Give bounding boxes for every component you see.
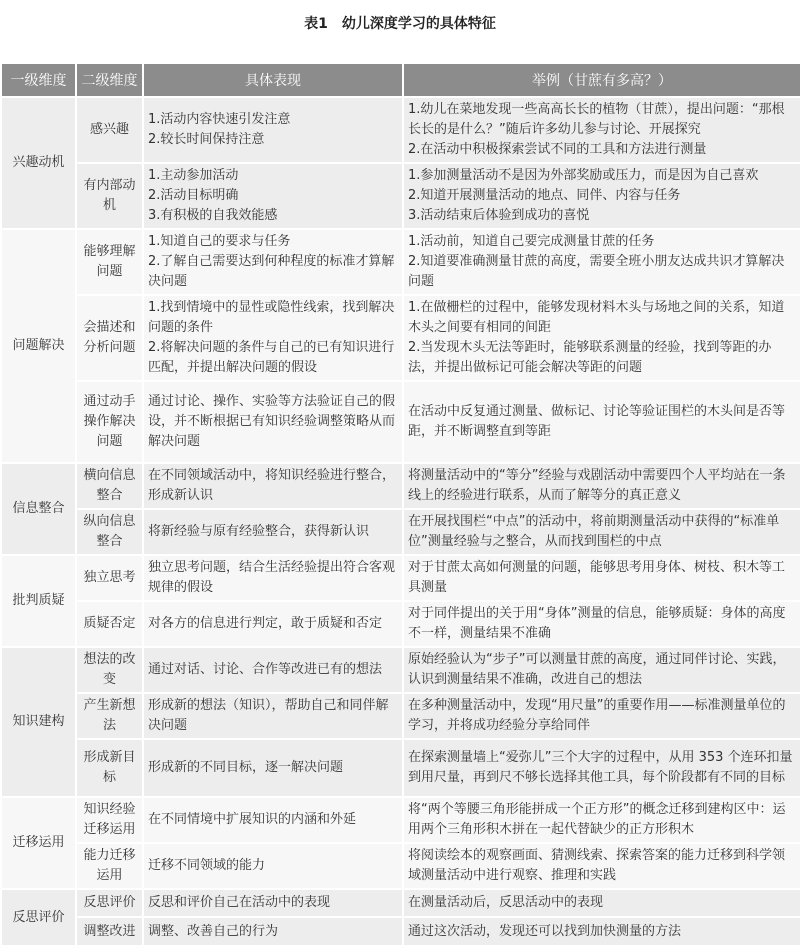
performance-line: 2.较长时间保持注意: [148, 132, 265, 147]
performance-line: 对各方的信息进行判定，敢于质疑和否定: [148, 616, 383, 631]
example-cell: [403, 97, 800, 163]
example-cell: [403, 295, 800, 381]
table-row: [1, 381, 800, 463]
level2-dimension: 质疑否定: [76, 601, 143, 647]
example-cell: [403, 229, 800, 295]
table-row: [1, 163, 800, 229]
example-line: 2.当发现木头无法等距时，能够联系测量的经验，找到等距的办法，并提出做标记可能会解决等距的问题: [408, 340, 772, 375]
header-performance: 具体表现: [143, 63, 403, 97]
table-row: [1, 797, 800, 843]
example-line: 在测量活动后，反思活动中的表现: [408, 895, 604, 910]
example-line: 1.在做栅栏的过程中，能够发现材料木头与场地之间的关系，知道木头之间要有相同的间距: [408, 300, 785, 335]
example-line: 1.活动前，知道自己要完成测量甘蔗的任务: [408, 234, 655, 249]
table-title: 表1 幼儿深度学习的具体特征: [304, 16, 496, 32]
table-row: [1, 555, 800, 601]
level2-dimension: 想法的改变: [76, 647, 143, 693]
level1-dimension: 信息整合: [1, 463, 76, 555]
features-table: [0, 62, 800, 947]
level1-dimension: 反思评价: [1, 889, 76, 946]
level2-dimension: 纵向信息整合: [76, 509, 143, 555]
performance-cell: [143, 843, 403, 889]
level2-dimension: 独立思考: [76, 555, 143, 601]
example-cell: [403, 163, 800, 229]
level2-dimension: 反思评价: [76, 889, 143, 917]
example-cell: [403, 509, 800, 555]
level1-dimension: 批判质疑: [1, 555, 76, 647]
level1-dimension: 问题解决: [1, 229, 76, 463]
table-row: [1, 509, 800, 555]
table-row: [1, 647, 800, 693]
performance-line: 独立思考问题，结合生活经验提出符合客观规律的假设: [148, 560, 396, 595]
level2-dimension: 调整改进: [76, 917, 143, 946]
table-row: [1, 739, 800, 797]
performance-line: 在不同情境中扩展知识的内涵和外延: [148, 812, 357, 827]
performance-line: 1.找到情境中的显性或隐性线索，找到解决问题的条件: [148, 300, 395, 335]
performance-line: 1.活动内容快速引发注意: [148, 112, 291, 127]
performance-cell: [143, 97, 403, 163]
example-cell: [403, 463, 800, 509]
example-cell: [403, 843, 800, 889]
performance-line: 通过对话、讨论、合作等改进已有的想法: [148, 662, 383, 677]
example-line: 对于甘蔗太高如何测量的问题，能够思考用身体、树枝、积木等工具测量: [408, 560, 786, 595]
performance-cell: [143, 693, 403, 739]
table-header-row: [1, 63, 800, 97]
header-example: 举例（甘蔗有多高？）: [403, 63, 800, 97]
level2-dimension: 感兴趣: [76, 97, 143, 163]
performance-line: 形成新的不同目标，逐一解决问题: [148, 760, 344, 775]
example-line: 在活动中反复通过测量、做标记、讨论等验证围栏的木头间是否等距，并不断调整直到等距: [408, 404, 786, 439]
level2-dimension: 通过动手操作解决问题: [76, 381, 143, 463]
level2-dimension: 横向信息整合: [76, 463, 143, 509]
level2-dimension: 知识经验迁移运用: [76, 797, 143, 843]
performance-cell: [143, 889, 403, 917]
table-row: [1, 889, 800, 917]
performance-line: 2.活动目标明确: [148, 188, 239, 203]
table-row: [1, 693, 800, 739]
performance-line: 反思和评价自己在活动中的表现: [148, 895, 331, 910]
example-cell: [403, 739, 800, 797]
example-cell: [403, 601, 800, 647]
performance-line: 1.主动参加活动: [148, 168, 239, 183]
performance-cell: [143, 295, 403, 381]
performance-line: 3.有积极的自我效能感: [148, 208, 278, 223]
performance-cell: [143, 509, 403, 555]
example-cell: [403, 917, 800, 946]
table-row: [1, 843, 800, 889]
level2-dimension: 产生新想法: [76, 693, 143, 739]
example-line: 2.在活动中积极探索尝试不同的工具和方法进行测量: [408, 142, 707, 157]
example-line: 在探索测量墙上“爱弥儿”三个大字的过程中，从用 353 个连环扣量到用尺量，再到尺不够长选择其他工具，每个阶段都有不同的目标: [408, 750, 793, 785]
table-row: [1, 229, 800, 295]
example-line: 2.知道开展测量活动的地点、同伴、内容与任务: [408, 188, 681, 203]
table-row: [1, 295, 800, 381]
table-row: [1, 917, 800, 946]
table-row: [1, 463, 800, 509]
example-line: 2.知道要准确测量甘蔗的高度，需要全班小朋友达成共识才算解决问题: [408, 254, 785, 289]
performance-cell: [143, 163, 403, 229]
example-line: 1.幼儿在菜地发现一些高高长长的植物（甘蔗），提出问题：“那根长长的是什么？”随后许多幼儿参与讨论、开展探究: [408, 102, 785, 137]
performance-cell: [143, 463, 403, 509]
table-body: [1, 97, 800, 946]
performance-line: 将新经验与原有经验整合，获得新认识: [148, 524, 370, 539]
performance-line: 通过讨论、操作、实验等方法验证自己的假设，并不断根据已有知识经验调整策略从而解决问题: [148, 394, 396, 449]
performance-line: 1.知道自己的要求与任务: [148, 234, 291, 249]
performance-cell: [143, 229, 403, 295]
example-cell: [403, 647, 800, 693]
performance-cell: [143, 647, 403, 693]
example-line: 在多种测量活动中，发现“用尺量”的重要作用——标准测量单位的学习，并将成功经验分享给同伴: [408, 698, 786, 733]
performance-cell: [143, 381, 403, 463]
example-line: 1.参加测量活动不是因为外部奖励或压力，而是因为自己喜欢: [408, 168, 759, 183]
level1-dimension: 知识建构: [1, 647, 76, 797]
level1-dimension: 迁移运用: [1, 797, 76, 889]
performance-cell: [143, 797, 403, 843]
level2-dimension: 会描述和分析问题: [76, 295, 143, 381]
example-cell: [403, 797, 800, 843]
example-line: 将阅读绘本的观察画面、猜测线索、探索答案的能力迁移到科学领域测量活动中进行观察、推理和实践: [408, 848, 786, 883]
example-line: 3.活动结束后体验到成功的喜悦: [408, 208, 590, 223]
performance-cell: [143, 555, 403, 601]
performance-cell: [143, 917, 403, 946]
performance-line: 2.了解自己需要达到何种程度的标准才算解决问题: [148, 254, 395, 289]
example-line: 将测量活动中的“等分”经验与戏剧活动中需要四个人平均站在一条线上的经验进行联系，从而了解等分的真正意义: [408, 468, 786, 503]
example-line: 将“两个等腰三角形能拼成一个正方形”的概念迁移到建构区中：运用两个三角形积木拼在一起代替缺少的正方形积木: [408, 802, 786, 837]
header-level1: 一级维度: [1, 63, 76, 97]
performance-line: 调整、改善自己的行为: [148, 923, 279, 939]
level2-dimension: 能力迁移运用: [76, 843, 143, 889]
performance-line: 在不同领域活动中，将知识经验进行整合，形成新认识: [148, 468, 396, 503]
performance-line: 形成新的想法（知识），帮助自己和同伴解决问题: [148, 698, 389, 733]
level2-dimension: 能够理解问题: [76, 229, 143, 295]
example-line: 原始经验认为“步子”可以测量甘蔗的高度，通过同伴讨论、实践，认识到测量结果不准确，改进自己的想法: [408, 652, 786, 687]
performance-line: 2.将解决问题的条件与自己的已有知识进行匹配，并提出解决问题的假设: [148, 340, 395, 375]
performance-cell: [143, 739, 403, 797]
example-cell: [403, 381, 800, 463]
example-line: 对于同伴提出的关于用“身体”测量的信息，能够质疑：身体的高度不一样，测量结果不准确: [408, 606, 786, 641]
example-line: 在开展找围栏“中点”的活动中，将前期测量活动中获得的“标准单位”测量经验与之整合，从而找到围栏的中点: [408, 514, 780, 549]
level2-dimension: 有内部动机: [76, 163, 143, 229]
performance-line: 迁移不同领域的能力: [148, 858, 266, 873]
performance-cell: [143, 601, 403, 647]
level1-dimension: 兴趣动机: [1, 97, 76, 229]
table-row: [1, 601, 800, 647]
example-line: 通过这次活动，发现还可以找到加快测量的方法: [408, 923, 682, 939]
table-row: [1, 97, 800, 163]
level2-dimension: 形成新目标: [76, 739, 143, 797]
example-cell: [403, 693, 800, 739]
example-cell: [403, 889, 800, 917]
header-level2: 二级维度: [76, 63, 143, 97]
example-cell: [403, 555, 800, 601]
